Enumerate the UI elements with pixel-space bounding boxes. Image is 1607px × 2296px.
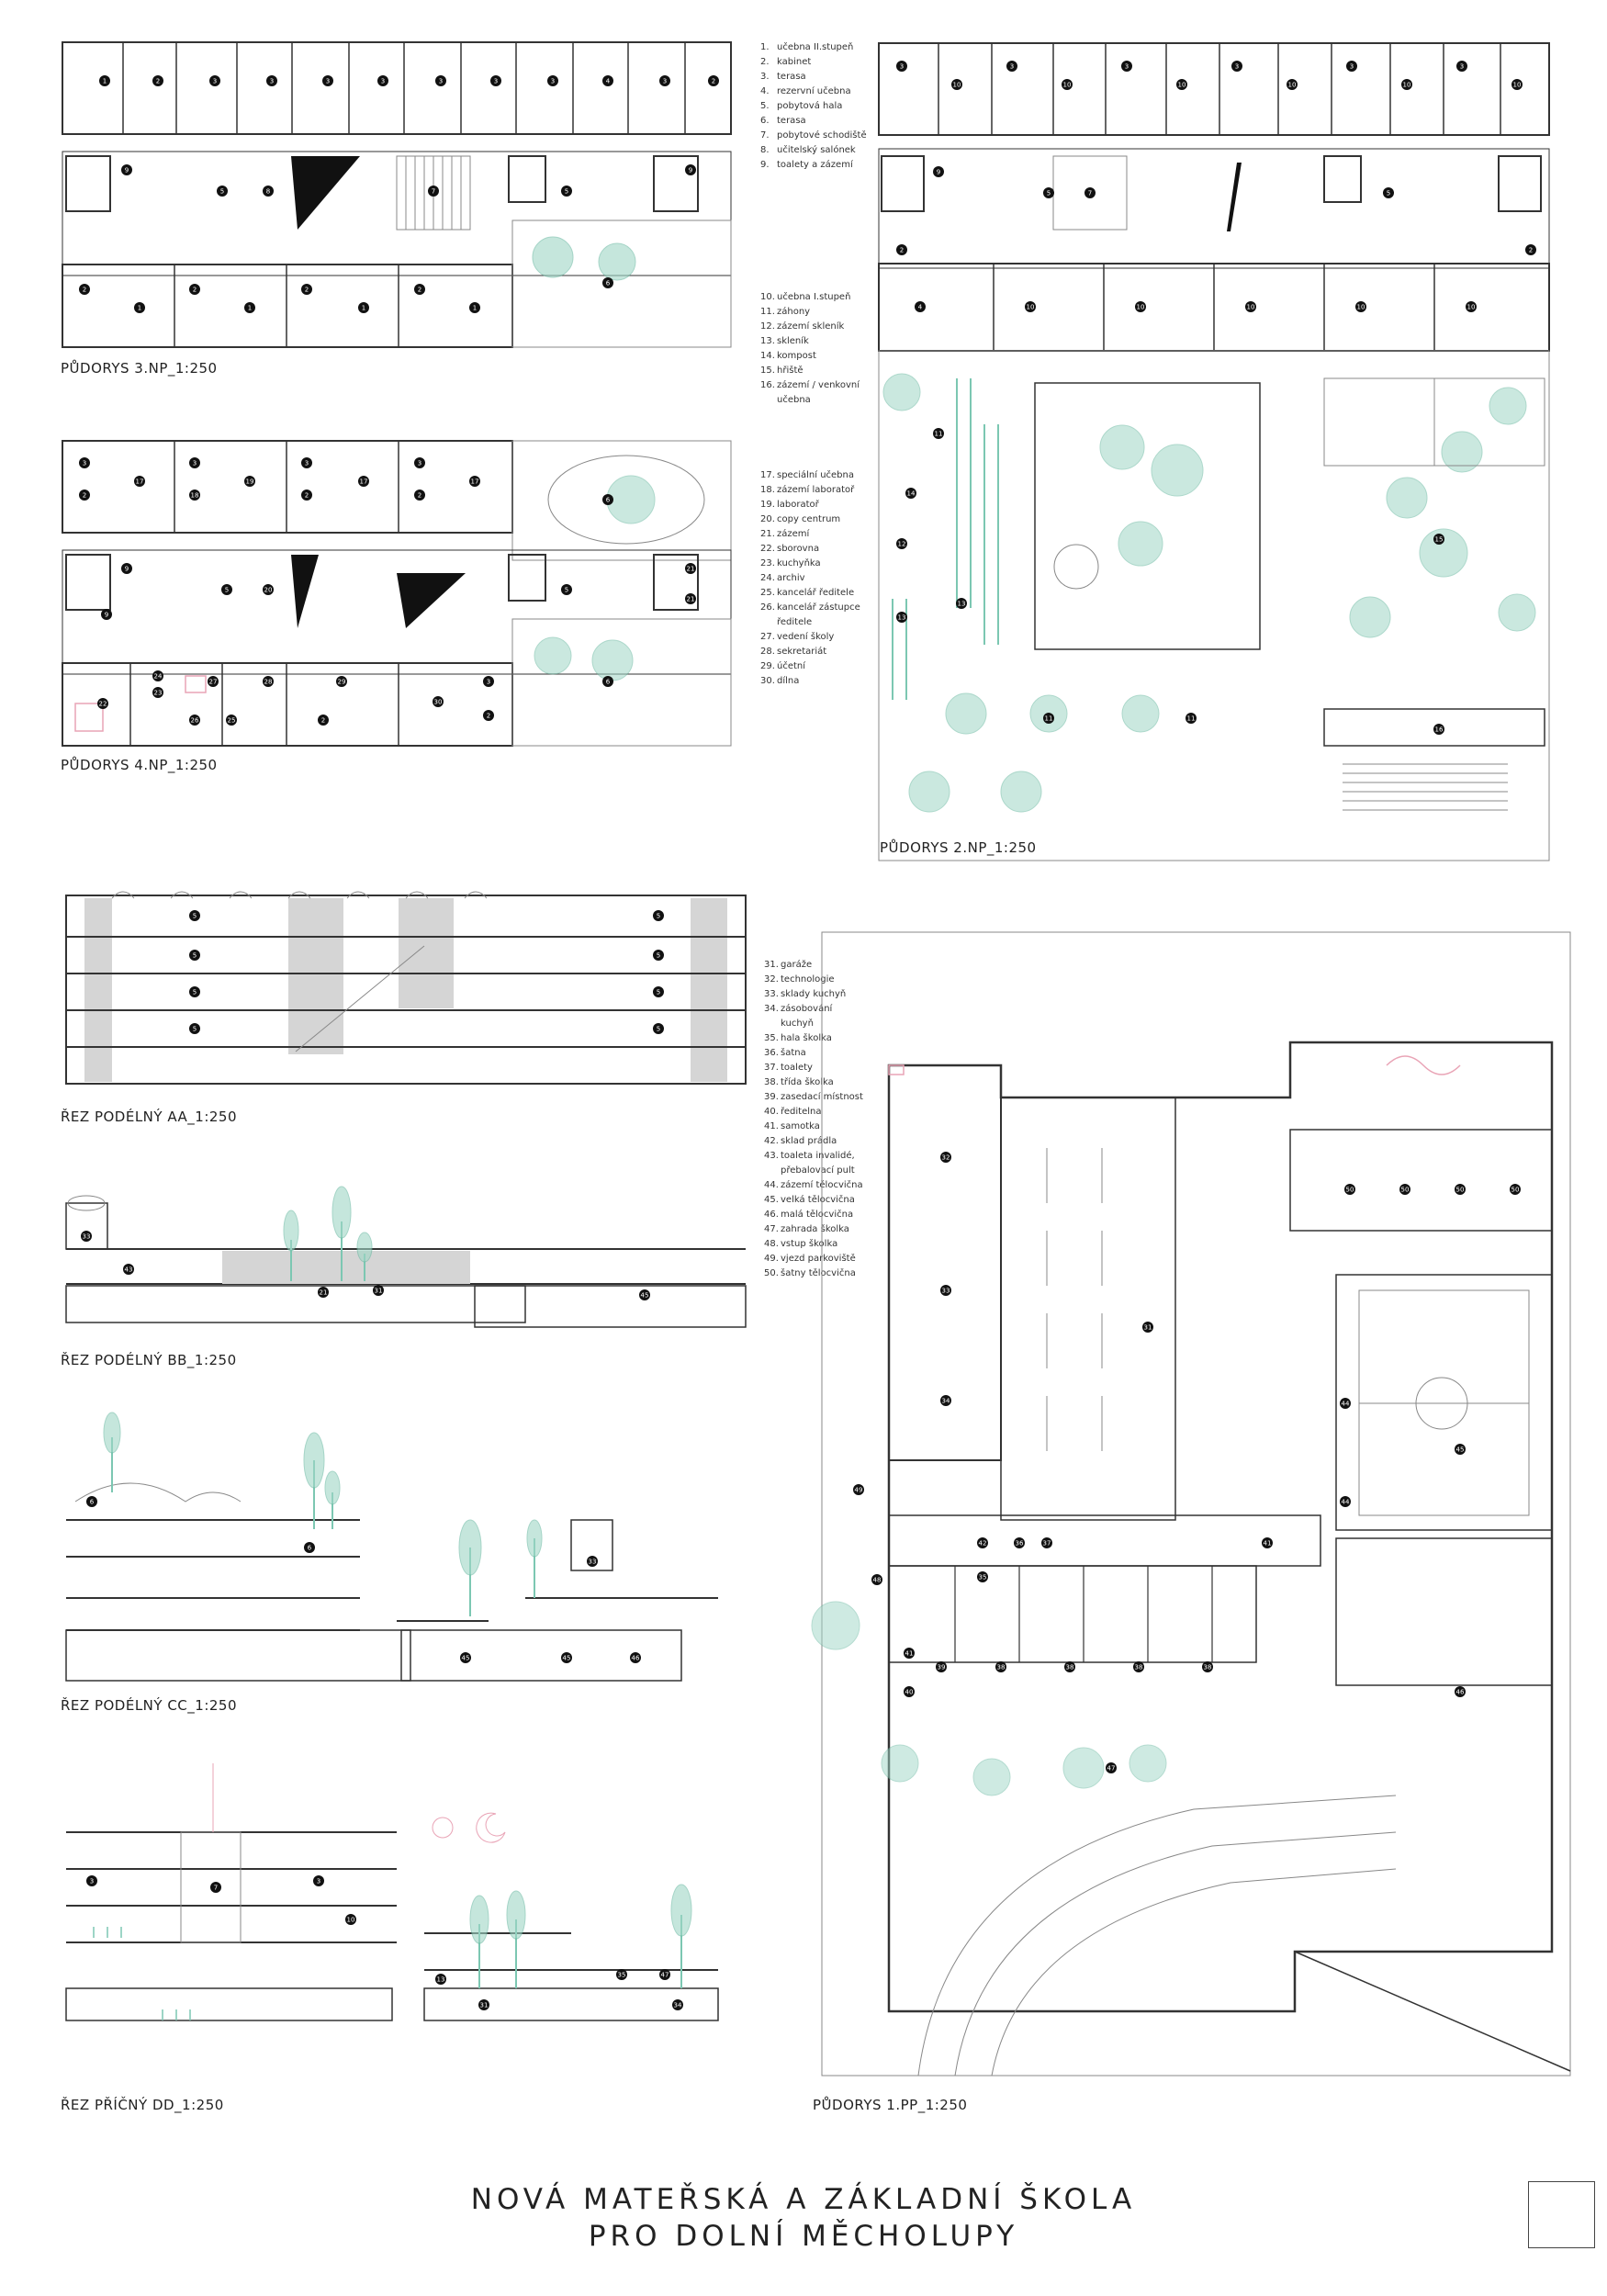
legend-item: 48. vstup školka [764, 1239, 838, 1249]
svg-text:2: 2 [711, 77, 716, 85]
svg-text:5: 5 [656, 988, 661, 996]
svg-text:5: 5 [224, 586, 230, 594]
legend-item: 35. hala školka [764, 1033, 832, 1043]
svg-text:5: 5 [656, 951, 661, 960]
svg-text:3: 3 [1009, 62, 1015, 71]
svg-text:2: 2 [417, 286, 422, 294]
svg-text:38: 38 [1203, 1663, 1212, 1671]
legend-item: 26. kancelář zástupce ředitele [760, 602, 860, 627]
caption-plan-1pp: PŮDORYS 1.PP_1:250 [813, 2097, 968, 2113]
svg-text:24: 24 [153, 672, 163, 681]
svg-text:3: 3 [1234, 62, 1240, 71]
plan-3np [57, 37, 736, 354]
plan-2np-drawing [874, 39, 1554, 870]
svg-text:10: 10 [1062, 81, 1072, 89]
legend-item: 3. terasa [760, 72, 806, 82]
svg-text:31: 31 [479, 2001, 489, 2009]
svg-text:2: 2 [486, 712, 491, 720]
svg-text:19: 19 [245, 478, 254, 486]
legend-item: 21. zázemí [760, 529, 810, 539]
svg-text:1: 1 [247, 304, 253, 312]
svg-text:3: 3 [316, 1877, 321, 1885]
svg-text:10: 10 [952, 81, 961, 89]
plan-2np [874, 39, 1554, 870]
legend-item: 34. zásobování kuchyň [764, 1004, 833, 1029]
svg-text:17: 17 [470, 478, 479, 486]
svg-text:5: 5 [656, 912, 661, 920]
svg-text:38: 38 [1065, 1663, 1074, 1671]
svg-text:10: 10 [1467, 303, 1476, 311]
svg-text:3: 3 [493, 77, 499, 85]
svg-text:2: 2 [304, 286, 309, 294]
svg-text:50: 50 [1345, 1186, 1354, 1194]
svg-text:5: 5 [219, 187, 225, 196]
legend-item: 40. ředitelna [764, 1107, 822, 1117]
svg-text:2: 2 [320, 716, 326, 725]
svg-text:11: 11 [1044, 715, 1053, 723]
legend-item: 4. rezervní učebna [760, 86, 851, 96]
svg-text:3: 3 [325, 77, 331, 85]
svg-text:46: 46 [1455, 1688, 1465, 1696]
legend-item: 2. kabinet [760, 57, 812, 67]
svg-text:5: 5 [192, 912, 197, 920]
svg-text:44: 44 [1341, 1498, 1350, 1506]
legend-item: 13. skleník [760, 336, 809, 346]
svg-text:2: 2 [82, 286, 87, 294]
legend-item: 31. garáže [764, 960, 813, 970]
svg-text:17: 17 [359, 478, 368, 486]
svg-text:34: 34 [941, 1397, 950, 1405]
legend-item: 33. sklady kuchyň [764, 989, 847, 999]
svg-text:1: 1 [102, 77, 107, 85]
svg-text:30: 30 [433, 698, 443, 706]
svg-text:7: 7 [1087, 189, 1093, 197]
svg-text:10: 10 [1356, 303, 1365, 311]
svg-text:34: 34 [673, 2001, 682, 2009]
legend-rooms-1-9 [760, 40, 880, 173]
svg-text:2: 2 [899, 246, 905, 254]
legend-item: 9. toalety a zázemí [760, 160, 853, 170]
legend-item: 19. laboratoř [760, 500, 819, 510]
svg-text:41: 41 [1263, 1539, 1272, 1548]
legend-item: 23. kuchyňka [760, 558, 821, 568]
svg-text:13: 13 [436, 1975, 445, 1984]
caption-plan-3np: PŮDORYS 3.NP_1:250 [61, 360, 218, 377]
legend-item: 27. vedení školy [760, 632, 835, 642]
svg-text:5: 5 [1386, 189, 1391, 197]
svg-text:6: 6 [605, 678, 611, 686]
svg-text:11: 11 [934, 430, 943, 438]
plan-1pp [808, 928, 1584, 2085]
svg-text:37: 37 [1042, 1539, 1051, 1548]
svg-text:6: 6 [89, 1498, 95, 1506]
svg-text:10: 10 [1177, 81, 1186, 89]
svg-text:33: 33 [941, 1287, 950, 1295]
legend-item: 16. zázemí / venkovní učebna [760, 380, 860, 405]
section-cc-drawing [57, 1410, 764, 1694]
svg-text:9: 9 [104, 611, 109, 619]
svg-text:2: 2 [192, 286, 197, 294]
svg-text:5: 5 [564, 187, 569, 196]
svg-text:9: 9 [688, 166, 693, 174]
svg-text:38: 38 [1134, 1663, 1143, 1671]
plan-1pp-drawing [808, 928, 1584, 2085]
svg-text:42: 42 [978, 1539, 987, 1548]
plan-3np-drawing [57, 37, 736, 354]
svg-text:3: 3 [192, 459, 197, 467]
svg-text:25: 25 [227, 716, 236, 725]
svg-text:45: 45 [562, 1654, 571, 1662]
legend-item: 25. kancelář ředitele [760, 588, 855, 598]
svg-text:10: 10 [1136, 303, 1145, 311]
section-bb-drawing [57, 1185, 764, 1350]
svg-text:5: 5 [656, 1025, 661, 1033]
svg-text:26: 26 [190, 716, 199, 725]
svg-text:43: 43 [124, 1266, 133, 1274]
svg-text:3: 3 [380, 77, 386, 85]
caption-plan-2np: PŮDORYS 2.NP_1:250 [880, 839, 1037, 856]
section-dd-drawing [57, 1745, 782, 2039]
section-dd [57, 1745, 782, 2039]
project-title-line-2: PRO DOLNÍ MĚCHOLUPY [588, 2220, 1019, 2253]
legend-item: 38. třída školka [764, 1077, 834, 1087]
svg-text:6: 6 [307, 1544, 312, 1552]
legend-item: 15. hřiště [760, 366, 804, 376]
svg-text:29: 29 [337, 678, 346, 686]
legend-item: 20. copy centrum [760, 514, 841, 524]
svg-text:3: 3 [304, 459, 309, 467]
legend-item: 14. kompost [760, 351, 816, 361]
svg-text:13: 13 [957, 600, 966, 608]
svg-text:21: 21 [686, 595, 695, 603]
svg-text:2: 2 [155, 77, 161, 85]
svg-text:4: 4 [605, 77, 611, 85]
project-title [0, 2181, 1607, 2255]
caption-section-cc: ŘEZ PODÉLNÝ CC_1:250 [61, 1697, 238, 1714]
plan-4np [57, 435, 736, 752]
legend-item: 8. učitelský salónek [760, 145, 856, 155]
section-aa-drawing [57, 872, 764, 1102]
svg-text:10: 10 [1246, 303, 1255, 311]
svg-text:41: 41 [905, 1649, 914, 1658]
svg-text:45: 45 [461, 1654, 470, 1662]
legend-item: 10. učebna I.stupeň [760, 292, 851, 302]
svg-text:39: 39 [937, 1663, 946, 1671]
svg-text:5: 5 [192, 951, 197, 960]
legend-item: 46. malá tělocvična [764, 1210, 854, 1220]
svg-text:3: 3 [1124, 62, 1129, 71]
svg-text:7: 7 [213, 1884, 219, 1892]
svg-text:3: 3 [212, 77, 218, 85]
svg-text:10: 10 [1402, 81, 1411, 89]
svg-text:16: 16 [1434, 726, 1444, 734]
svg-text:47: 47 [660, 1971, 669, 1979]
svg-text:10: 10 [1287, 81, 1297, 89]
svg-text:2: 2 [82, 491, 87, 500]
legend-item: 44. zázemí tělocvična [764, 1180, 863, 1190]
svg-text:15: 15 [1434, 535, 1444, 544]
svg-text:21: 21 [319, 1289, 328, 1297]
caption-plan-4np: PŮDORYS 4.NP_1:250 [61, 757, 218, 773]
svg-text:14: 14 [906, 490, 916, 498]
legend-item: 50. šatny tělocvična [764, 1268, 856, 1278]
svg-text:28: 28 [264, 678, 273, 686]
svg-text:49: 49 [854, 1486, 863, 1494]
svg-text:1: 1 [361, 304, 366, 312]
svg-text:50: 50 [1455, 1186, 1465, 1194]
svg-text:18: 18 [190, 491, 199, 500]
svg-text:44: 44 [1341, 1400, 1350, 1408]
legend-item: 42. sklad prádla [764, 1136, 837, 1146]
section-cc [57, 1410, 764, 1694]
svg-text:3: 3 [269, 77, 275, 85]
legend-item: 28. sekretariát [760, 647, 827, 657]
svg-text:45: 45 [1455, 1446, 1465, 1454]
svg-text:35: 35 [978, 1573, 987, 1581]
svg-text:2: 2 [1528, 246, 1534, 254]
section-bb [57, 1185, 764, 1350]
svg-text:10: 10 [1512, 81, 1522, 89]
svg-text:32: 32 [941, 1154, 950, 1162]
legend-item: 49. vjezd parkoviště [764, 1254, 856, 1264]
legend-item: 29. účetní [760, 661, 806, 671]
svg-text:5: 5 [192, 1025, 197, 1033]
legend-item: 37. toalety [764, 1063, 813, 1073]
legend-item: 1. učebna II.stupeň [760, 42, 854, 52]
plan-4np-drawing [57, 435, 736, 752]
svg-text:47: 47 [1107, 1764, 1116, 1773]
svg-text:6: 6 [605, 496, 611, 504]
legend-rooms-10-16 [760, 290, 880, 408]
legend-item: 36. šatna [764, 1048, 806, 1058]
svg-text:3: 3 [486, 678, 491, 686]
svg-text:1: 1 [472, 304, 478, 312]
caption-section-aa: ŘEZ PODÉLNÝ AA_1:250 [61, 1109, 237, 1125]
legend-item: 32. technologie [764, 974, 835, 985]
svg-text:6: 6 [605, 279, 611, 287]
legend-item: 41. samotka [764, 1121, 820, 1131]
svg-text:9: 9 [124, 166, 129, 174]
svg-text:2: 2 [417, 491, 422, 500]
legend-item: 11. záhony [760, 307, 811, 317]
svg-text:10: 10 [1026, 303, 1035, 311]
svg-text:3: 3 [1459, 62, 1465, 71]
svg-text:22: 22 [98, 700, 107, 708]
svg-text:9: 9 [124, 565, 129, 573]
svg-text:3: 3 [438, 77, 444, 85]
legend-item: 47. zahrada školka [764, 1224, 849, 1234]
svg-text:1: 1 [137, 304, 142, 312]
svg-text:4: 4 [917, 303, 923, 311]
svg-text:17: 17 [135, 478, 144, 486]
svg-text:10: 10 [346, 1916, 355, 1924]
svg-text:40: 40 [905, 1688, 914, 1696]
svg-text:33: 33 [82, 1232, 91, 1241]
svg-text:38: 38 [996, 1663, 1006, 1671]
svg-text:48: 48 [872, 1576, 882, 1584]
svg-text:3: 3 [82, 459, 87, 467]
svg-text:21: 21 [686, 565, 695, 573]
legend-item: 45. velká tělocvična [764, 1195, 855, 1205]
svg-text:7: 7 [431, 187, 436, 196]
svg-text:27: 27 [208, 678, 218, 686]
svg-text:5: 5 [1046, 189, 1051, 197]
legend-item: 39. zasedací místnost [764, 1092, 863, 1102]
svg-text:2: 2 [304, 491, 309, 500]
caption-section-dd: ŘEZ PŘÍČNÝ DD_1:250 [61, 2097, 224, 2113]
svg-text:9: 9 [936, 168, 941, 176]
legend-rooms-17-30 [760, 468, 863, 689]
svg-text:50: 50 [1400, 1186, 1410, 1194]
legend-item: 18. zázemí laboratoř [760, 485, 855, 495]
svg-text:3: 3 [550, 77, 556, 85]
legend-item: 12. zázemí skleník [760, 321, 845, 332]
svg-text:45: 45 [640, 1291, 649, 1300]
svg-text:11: 11 [1186, 715, 1196, 723]
section-aa [57, 872, 764, 1102]
svg-text:5: 5 [564, 586, 569, 594]
svg-text:3: 3 [1349, 62, 1354, 71]
svg-text:31: 31 [374, 1287, 383, 1295]
legend-item: 43. toaleta invalidé, přebalovací pult [764, 1151, 855, 1176]
svg-text:31: 31 [1143, 1323, 1152, 1332]
svg-text:50: 50 [1511, 1186, 1520, 1194]
legend-item: 30. dílna [760, 676, 800, 686]
svg-text:3: 3 [899, 62, 905, 71]
svg-text:20: 20 [264, 586, 273, 594]
project-title-line-1: NOVÁ MATEŘSKÁ A ZÁKLADNÍ ŠKOLA [470, 2183, 1137, 2216]
legend-item: 6. terasa [760, 116, 806, 126]
title-block-stamp [1528, 2181, 1595, 2248]
svg-text:36: 36 [1015, 1539, 1024, 1548]
svg-text:33: 33 [588, 1558, 597, 1566]
svg-text:3: 3 [662, 77, 668, 85]
legend-item: 22. sborovna [760, 544, 820, 554]
legend-item: 17. speciální učebna [760, 470, 854, 480]
svg-text:35: 35 [617, 1971, 626, 1979]
svg-text:23: 23 [153, 689, 163, 697]
caption-section-bb: ŘEZ PODÉLNÝ BB_1:250 [61, 1352, 237, 1368]
svg-text:3: 3 [89, 1877, 95, 1885]
svg-text:13: 13 [897, 613, 906, 622]
legend-item: 7. pobytové schodiště [760, 130, 867, 141]
legend-item: 5. pobytová hala [760, 101, 843, 111]
legend-item: 24. archiv [760, 573, 805, 583]
svg-text:5: 5 [192, 988, 197, 996]
svg-text:12: 12 [897, 540, 906, 548]
svg-text:8: 8 [265, 187, 271, 196]
svg-text:3: 3 [417, 459, 422, 467]
svg-text:46: 46 [631, 1654, 640, 1662]
